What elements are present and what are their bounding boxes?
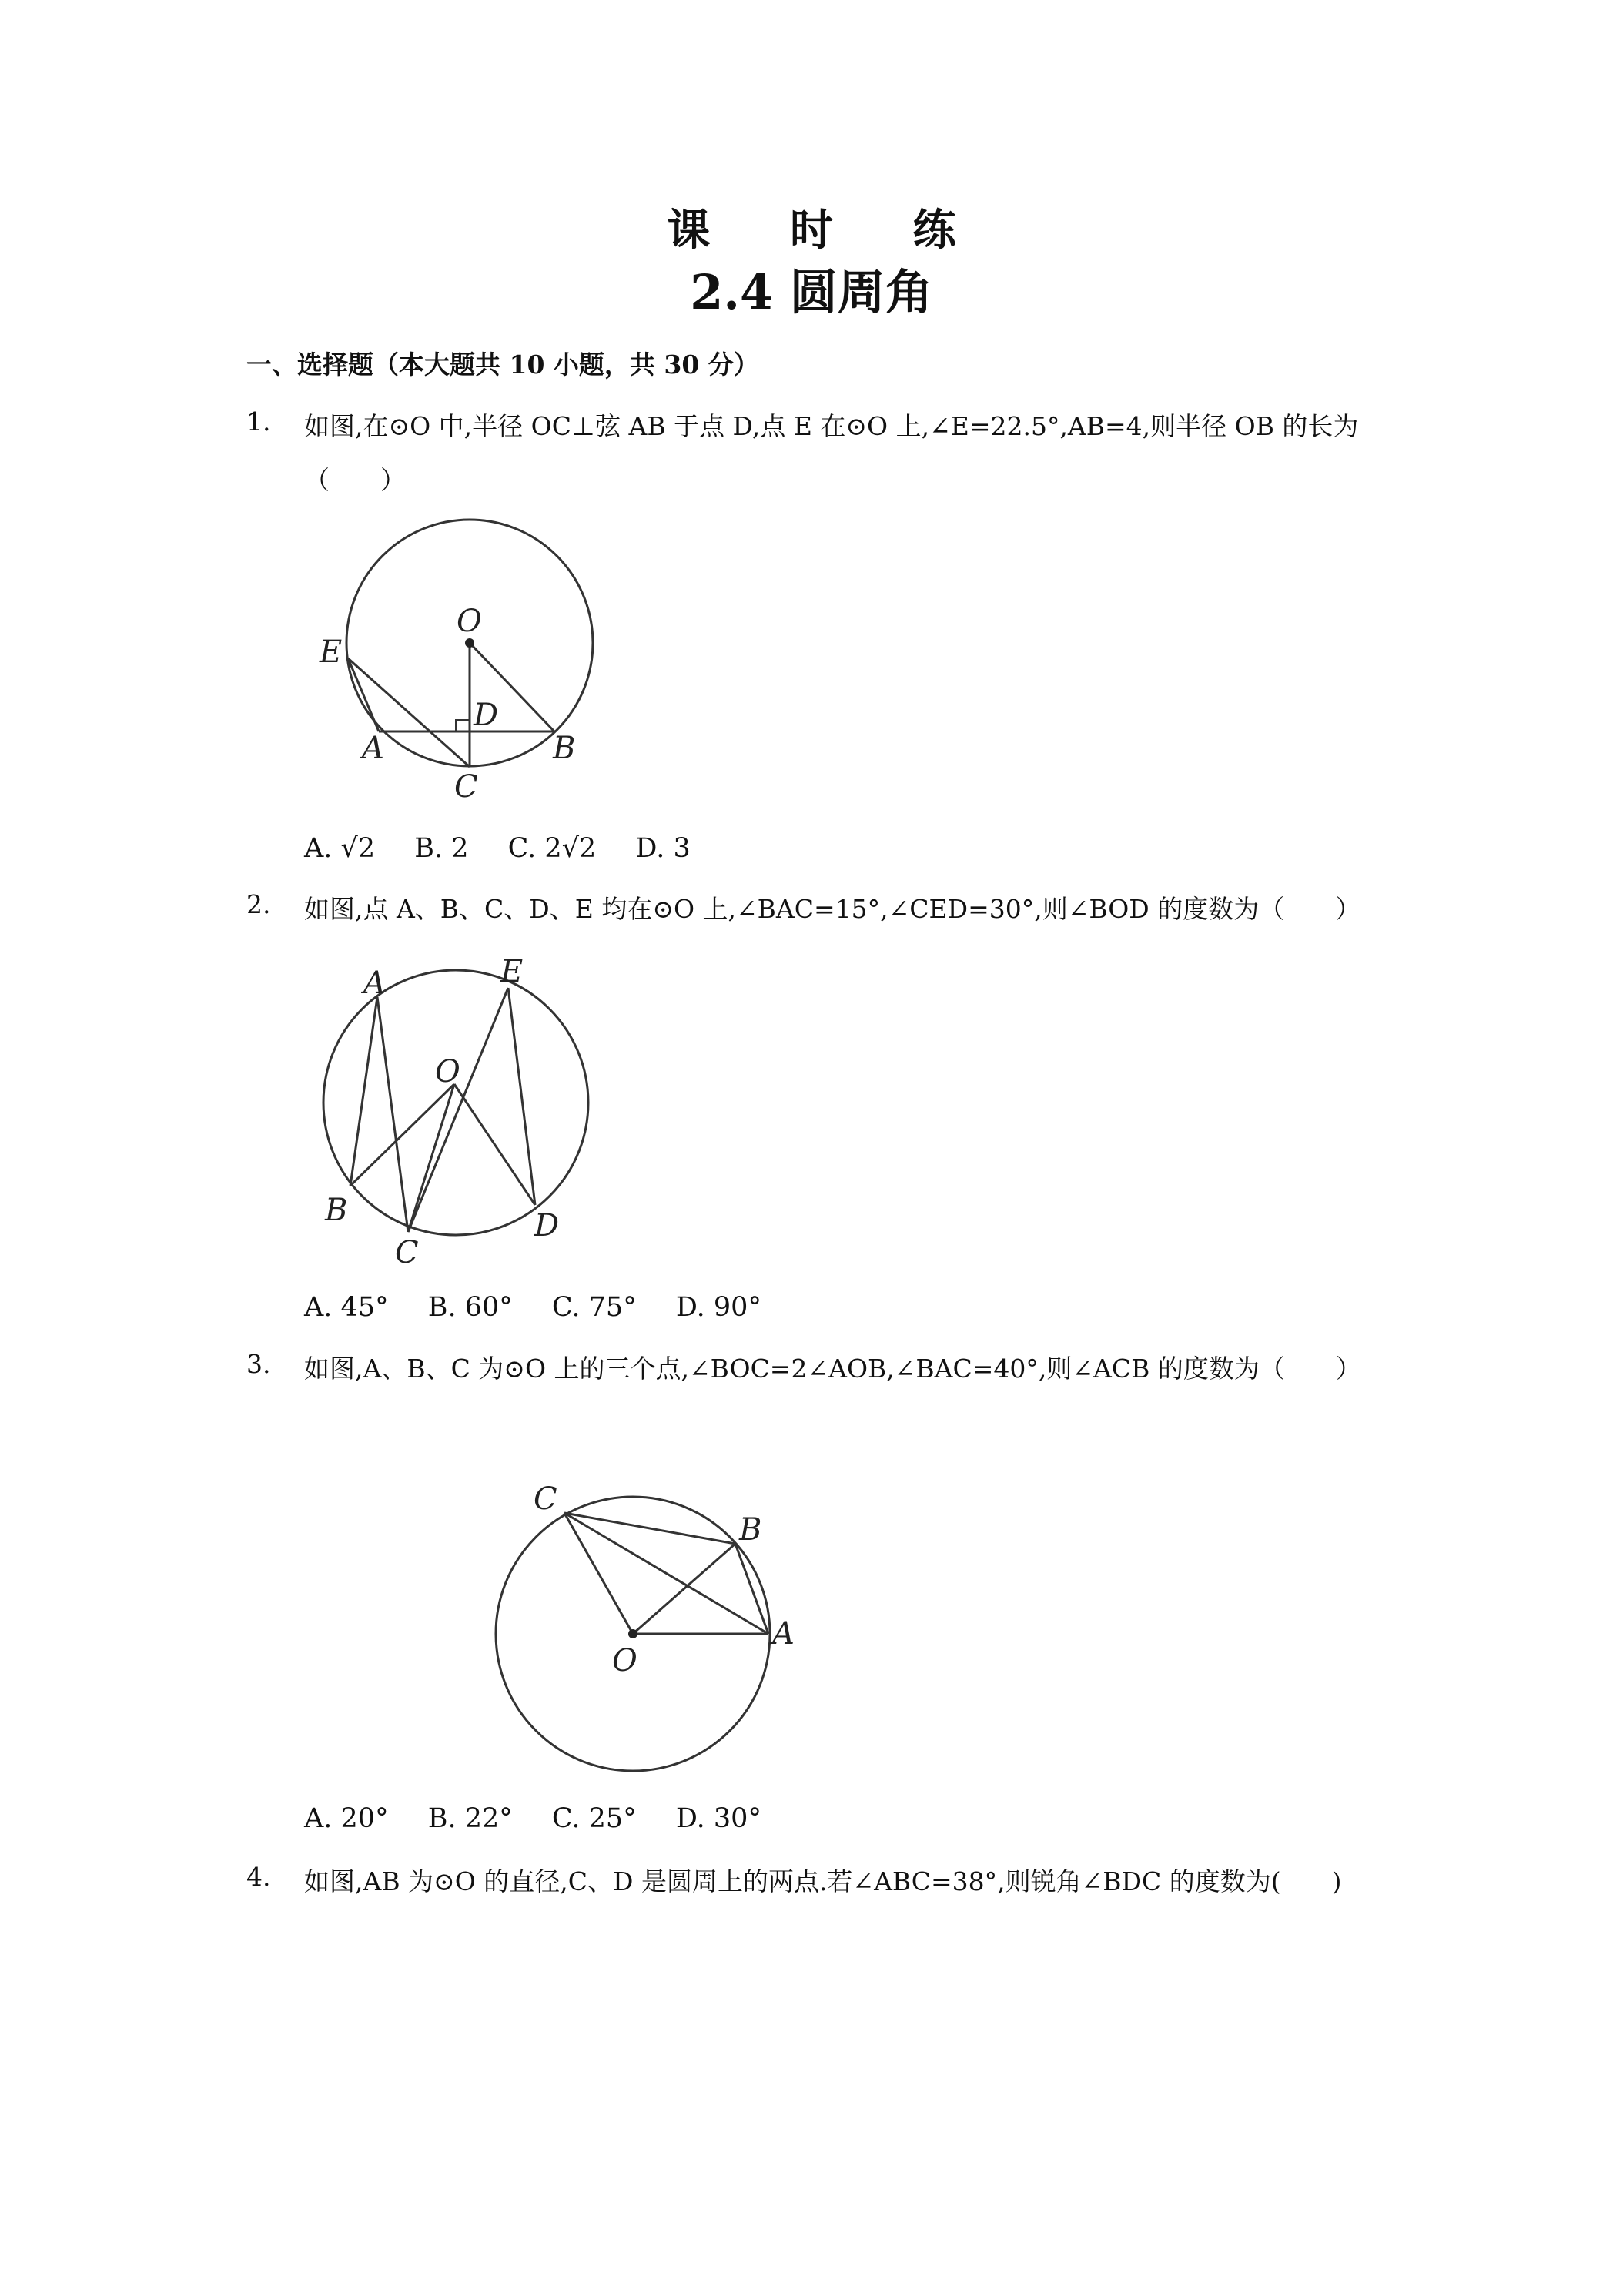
- option-c[interactable]: C. 2√2: [507, 833, 597, 864]
- option-c[interactable]: C. 25°: [551, 1803, 637, 1834]
- segment-ea: [348, 658, 379, 731]
- question-1-number: 1.: [246, 407, 271, 437]
- label-c: C: [454, 769, 478, 805]
- segment-ac: [377, 997, 408, 1232]
- label-o: O: [612, 1643, 637, 1678]
- question-3-figure: [485, 1455, 824, 1794]
- question-1-figure: [308, 516, 616, 824]
- label-a: A: [362, 731, 384, 766]
- label-c: C: [395, 1235, 419, 1270]
- option-a[interactable]: A. 45°: [304, 1292, 389, 1323]
- question-2-text: 如图,点 A、B、C、D、E 均在⊙O 上,∠BAC=15°,∠CED=30°,则∠BOD 的度数为（ ）: [304, 894, 1361, 924]
- label-a: A: [772, 1616, 795, 1652]
- option-a[interactable]: A. 20°: [304, 1803, 389, 1834]
- question-1-text: 如图,在⊙O 中,半径 OC⊥弦 AB 于点 D,点 E 在⊙O 上,∠E=22.5°,AB=4,则半径 OB 的长为: [304, 411, 1359, 441]
- question-4-number: 4.: [246, 1862, 271, 1892]
- question-4-text: 如图,AB 为⊙O 的直径,C、D 是圆周上的两点.若∠ABC=38°,则锐角∠BDC 的度数为( ): [304, 1866, 1342, 1896]
- option-b[interactable]: B. 60°: [427, 1292, 513, 1323]
- question-2-number: 2.: [246, 889, 271, 919]
- question-2-figure: [308, 943, 616, 1282]
- option-c[interactable]: C. 75°: [551, 1292, 637, 1323]
- question-2-options: [304, 1292, 792, 1323]
- option-b[interactable]: B. 22°: [427, 1803, 513, 1834]
- worksheet-title: 课 时 练: [667, 205, 989, 256]
- lesson-title: 2.4 圆周角: [690, 264, 933, 320]
- label-b: B: [739, 1512, 762, 1548]
- segment-ec: [408, 988, 508, 1232]
- label-c: C: [534, 1481, 557, 1517]
- option-b[interactable]: B. 2: [414, 833, 469, 864]
- option-d[interactable]: D. 3: [635, 833, 691, 864]
- center-dot: [628, 1629, 637, 1638]
- label-b: B: [553, 731, 576, 766]
- question-1-blank: （ ）: [304, 465, 406, 495]
- label-a: A: [363, 966, 386, 1001]
- label-o: O: [435, 1054, 460, 1089]
- label-e: E: [320, 634, 343, 670]
- right-angle-mark: [456, 720, 470, 731]
- segment-oc: [564, 1513, 633, 1634]
- label-d: D: [474, 698, 499, 733]
- segment-ab: [350, 997, 377, 1186]
- option-d[interactable]: D. 30°: [675, 1803, 761, 1834]
- question-3-text: 如图,A、B、C 为⊙O 上的三个点,∠BOC=2∠AOB,∠BAC=40°,则∠ACB 的度数为（ ）: [304, 1354, 1361, 1384]
- label-e: E: [500, 954, 524, 989]
- label-o: O: [457, 604, 482, 639]
- question-3-number: 3.: [246, 1349, 271, 1379]
- option-a[interactable]: A. √2: [304, 833, 376, 864]
- segment-ob: [633, 1544, 735, 1634]
- center-dot: [465, 638, 474, 648]
- question-3-options: [304, 1803, 792, 1834]
- label-b: B: [325, 1193, 348, 1228]
- option-d[interactable]: D. 90°: [675, 1292, 761, 1323]
- section-heading: 一、选择题（本大题共 10 小题，共 30 分）: [246, 350, 759, 380]
- label-d: D: [534, 1208, 560, 1243]
- question-1-options: [304, 833, 721, 864]
